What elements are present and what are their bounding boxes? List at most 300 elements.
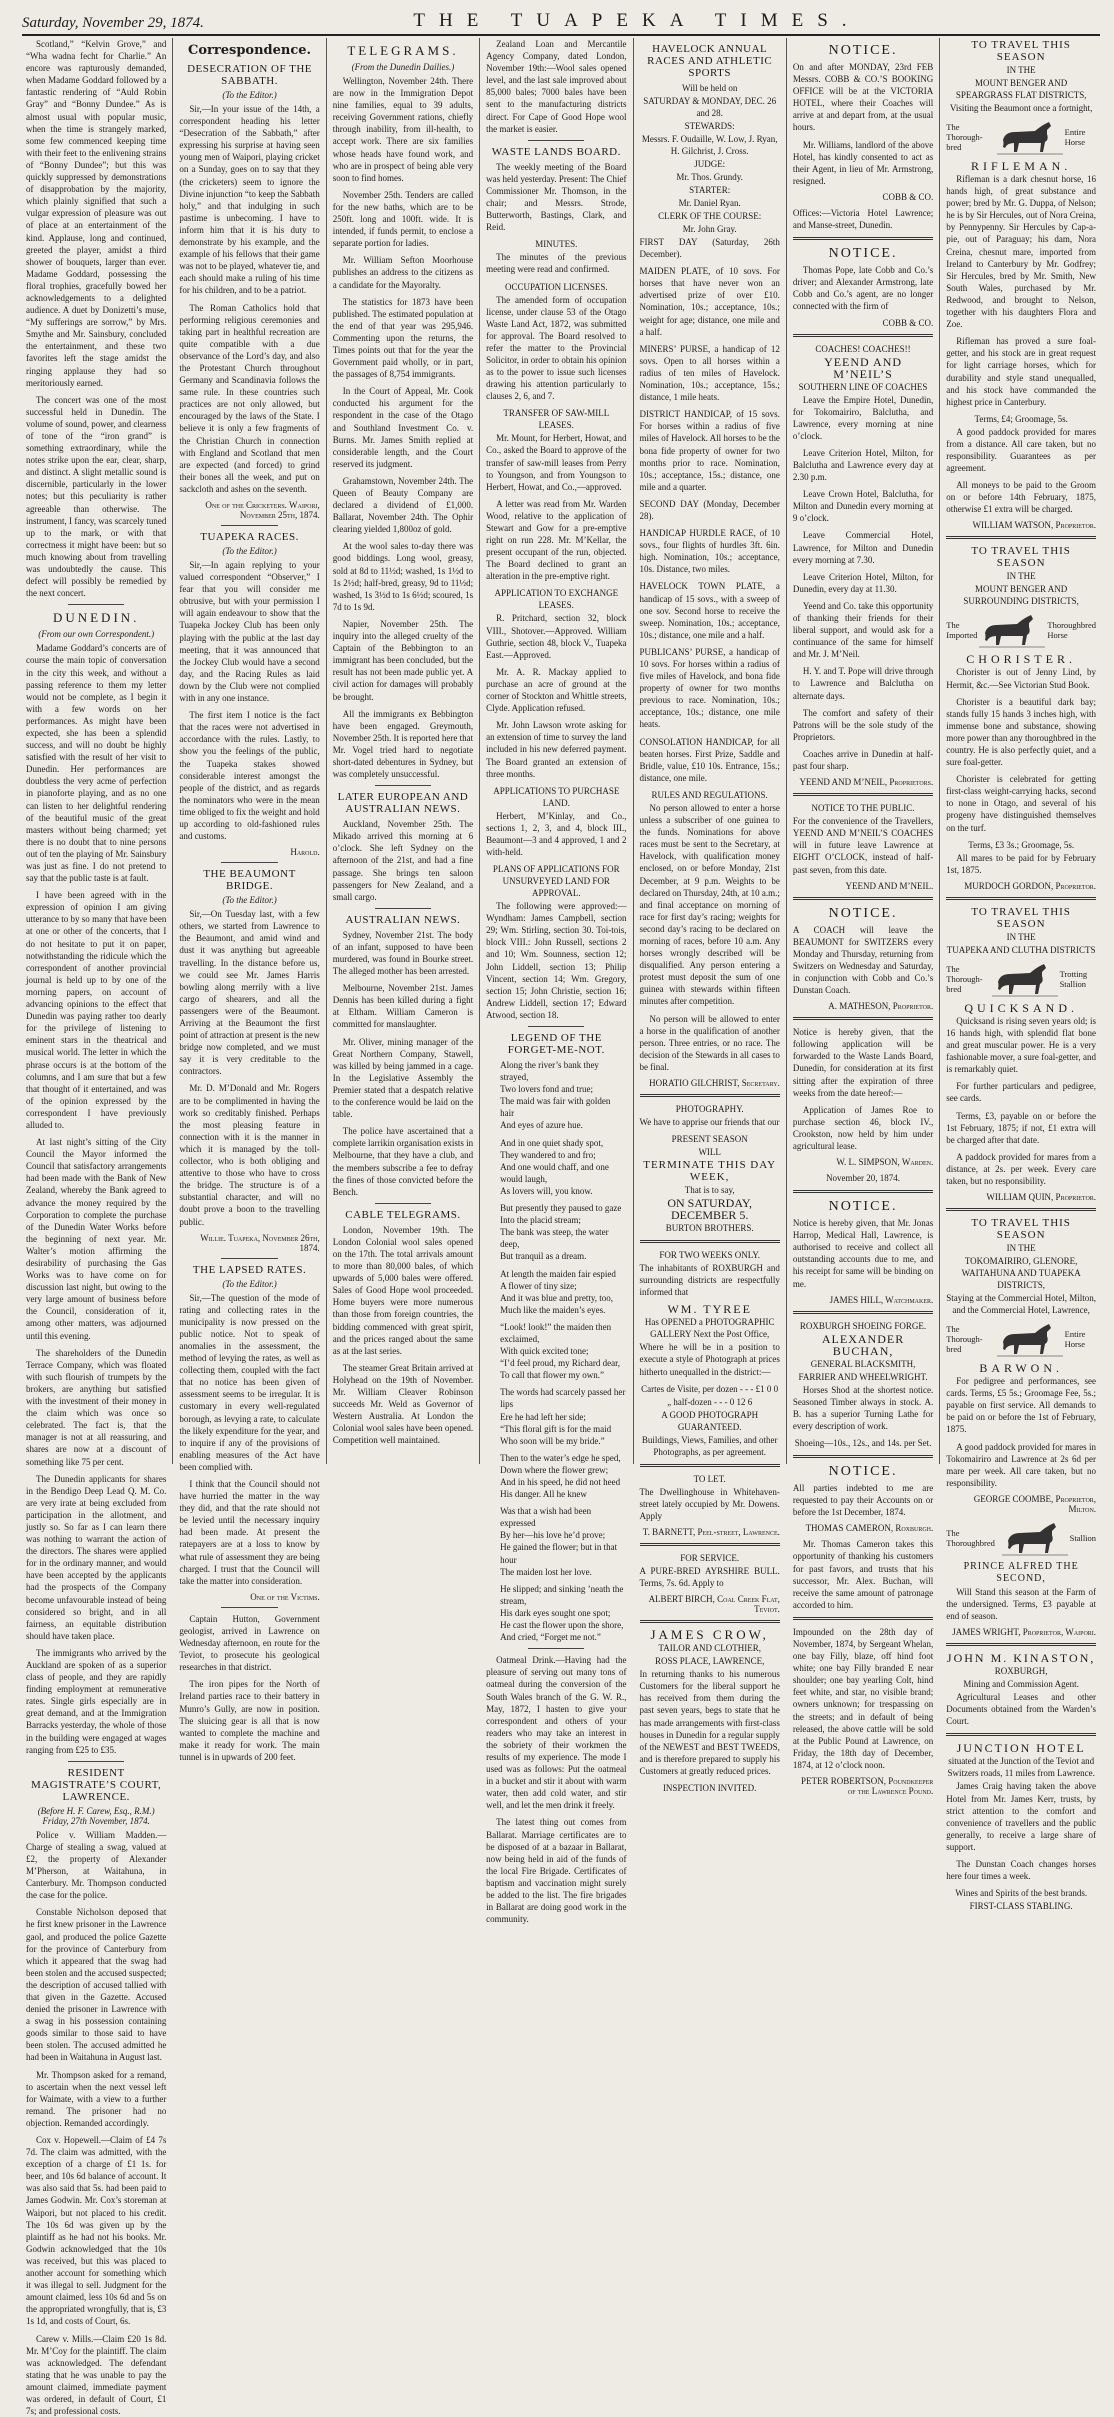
ad-line: INSPECTION INVITED. <box>640 1782 780 1794</box>
article-paragraph: Sir,—In again replying to your valued correspondent “Observer,” I fear that you will consider me obtrusive, but with your permission I will again endeavour to show that the Tuapeka Jockey Club has been only playing with the public at the last day meeting, that it was announced that the Jockey Club would have a second day, and the Racing Rules as laid down by the Club were not complied with in any one instance. <box>179 559 319 704</box>
ad-text: Leave Criterion Hotel, Milton, for Dunedin, every day at 11.30. <box>793 571 933 595</box>
notice-text: Impounded on the 28th day of November, 1874, by Sergeant Whelan, one bay Filly, blaze, off hind foot white; one bay Filly branded E near shoulder; one bay yearling Colt, hind feet white, and star, no visible brand; owners unknown; for trespassing on the streets; and in default of being released, the above cattle will be sold at the Public Pound at Lawrence, on Friday, the 18th day of December, 1874, at 12 o’clock noon. <box>793 1626 933 1771</box>
horse-ad-row <box>946 611 1096 649</box>
poem-stanza: But presently they paused to gaze Into the placid stream; The bank was steep, the water deep, But tranquil as a dream. <box>500 1202 626 1262</box>
notice-text: On and after MONDAY, 23rd FEB Messrs. COBB & CO.’S BOOKING OFFICE will be at the VICTORIA HOTEL, where their Coaches will arrive at and depart from, at the usual hours. <box>793 61 933 134</box>
notice-text: Offices:—Victoria Hotel Lawrence; and Manse-street, Dunedin. <box>793 207 933 231</box>
ad-divider <box>640 1094 780 1097</box>
notice-text: Mr. Thomas Cameron takes this opportunity of thanking his customers for past favors, and trusts that his successor, Mr. Alex. Buchan, will receive the same amount of patronage accorded to him. <box>793 1538 933 1611</box>
notice-signature: W. L. SIMPSON, Warden. <box>793 1157 933 1167</box>
article-paragraph: I have been agreed with in the expression of opinion I am giving utterance to by so many that have been at one or other of the concerts, that I do not hesitate to put it on paper, notwithstanding the ridicule which the correspondent of another provincial journal is held up to by one of the morning papers, on account of advancing opinions to the effect that Dunedin was paying rather too dearly for the privilege of listening to eminent stars in the theatrical and musical world. The letter in which the phrase occurs is at the bottom of the columns, and I am sure that but a few that thought of it entertained, and was of the opinion expressed by the correspondent I have previously alluded to. <box>26 889 166 1131</box>
article-paragraph: Mr. John Lawson wrote asking for an extension of time to survey the land included in his new deferred payment. The Board granted an extension of three months. <box>486 719 626 779</box>
notice-text: All parties indebted to me are requested to pay their Accounts on or before the 1st December, 1874. <box>793 1482 933 1518</box>
ad-heading: COACHES! COACHES!! <box>793 343 933 355</box>
horse-ad-row <box>946 1519 1096 1557</box>
ad-text: A good paddock provided for mares from a distance. All care taken, but no responsibility. Guarantees as per agreement. <box>946 426 1096 474</box>
notice-heading: NOTICE. <box>793 1464 933 1480</box>
ad-divider <box>640 1620 780 1623</box>
notice-text: Mr. Williams, landlord of the above Hotel, has kindly consented to act as their Agent, in lieu of Mr. Armstrong, resigned. <box>793 139 933 187</box>
ad-text: We have to apprise our friends that our <box>640 1116 780 1128</box>
horse-engraving-icon <box>995 118 1065 156</box>
ad-divider <box>640 1464 780 1467</box>
notice-heading: NOTICE. <box>793 906 933 922</box>
article-paragraph: Sir,—The question of the mode of rating and collecting rates in the municipality is now pressed on the public notice. Not to speak of anomalies in the assessment, the method of levying the rates, as well as collecting them, coupled with the fact that no notice has been given of assessment seems to be irregular. It is customary in every well-regulated borough, as levying a rate, to calculate the likely expenditure for the year, and to inquire if any of the provisions of enabling measures of the Act have been complied with. <box>179 1292 319 1473</box>
ad-label: The Thorough-bred <box>946 964 989 994</box>
notice-signature: A. MATHESON, Proprietor. <box>793 1001 933 1011</box>
ad-line: PRESENT SEASON <box>640 1133 780 1145</box>
article-heading: DESECRATION OF THE SABBATH. <box>179 63 319 87</box>
article-subheading: (To the Editor.) <box>179 546 319 556</box>
ad-signature: T. BARNETT, Peel-street, Lawrence. <box>640 1527 780 1537</box>
notice-signature: JAMES HILL, Watchmaker. <box>793 1295 933 1305</box>
notice-heading: NOTICE. <box>793 1199 933 1215</box>
article-paragraph: Mr. Mount, for Herbert, Howat, and Co., asked the Board to approve of the transfer of saw-mill leases from Perry to Youngson, and from Youngson to Herbert, Howat, and Co.,—approved. <box>486 432 626 492</box>
article-paragraph: The following were approved:—Wyndham: James Campbell, section 29; Wm. Stirling, section 30. Toi-tois, block VIII.: John Russell, sections 2 and 10; Wm. Sounness, section 12; John Liddell, section 13; Philip Vincent, section 14; Wm. Gregory, section 15; John Christie, section 16; Andrew Liddell, section 17; Edward Atwood, section 18. <box>486 900 626 1021</box>
ad-line: GENERAL BLACKSMITH, <box>793 1358 933 1370</box>
ad-signature: YEEND AND M’NEIL, Proprietors. <box>793 777 933 787</box>
divider <box>221 1607 277 1608</box>
article-paragraph: Mr. A. R. Mackay applied to purchase an acre of ground at the corner of Stockton and Whittle streets, Clyde. Application refused. <box>486 666 626 714</box>
ad-line: Messrs. F. Oudaille, W. Low, J. Ryan, H. Gilchrist, J. Cross. <box>640 133 780 157</box>
article-heading: THE LAPSED RATES. <box>179 1264 319 1276</box>
ad-signature: YEEND AND M’NEIL. <box>793 881 933 891</box>
ad-label: The Thorough-bred <box>946 122 994 152</box>
horse-name: PRINCE ALFRED THE SECOND, <box>946 1561 1096 1585</box>
ad-text: The inhabitants of ROXBURGH and surrounding districts are respectfully informed that <box>640 1262 780 1298</box>
poem-stanza: Along the river’s bank they strayed, Two lovers fond and true; The maid was fair with golden hair And eyes of azure hue. <box>500 1059 626 1132</box>
section-heading: RESIDENT MAGISTRATE’S COURT, LAWRENCE. <box>26 1767 166 1803</box>
section-heading: CABLE TELEGRAMS. <box>333 1209 473 1221</box>
ad-line: Mr. Thos. Grundy. <box>640 171 780 183</box>
article-paragraph: The shareholders of the Dunedin Terrace Company, which was floated with such flourish of trumpets by the brokers, are anything but satisfied with the investment of their money in the claim which was once so celebrated. The fact is, that the manager is not at all reassuring, and shares are now at a discount of something like 75 per cent. <box>26 1347 166 1468</box>
ad-line: That is to say, <box>640 1184 780 1196</box>
ad-line: TUAPEKA AND CLUTHA DISTRICTS <box>946 944 1096 956</box>
ad-terms: Terms, £4; Groomage, 5s. <box>946 413 1096 425</box>
ad-label: Entire Horse <box>1065 1329 1096 1349</box>
signature: One of the Cricketers. Waipori, November 25th, 1874. <box>179 500 319 520</box>
signature: One of the Victims. <box>179 1592 319 1602</box>
ad-line: Visiting the Beaumont once a fortnight, <box>946 102 1096 114</box>
ad-line: Wines and Spirits of the best brands. <box>946 1887 1096 1899</box>
article-paragraph: The weekly meeting of the Board was held yesterday. Present: The Chief Commissioner Mr. Thomson, in the chair; and Messrs. Strode, Butterworth, Bastings, Clark, and Reid. <box>486 161 626 234</box>
ad-divider <box>793 897 933 900</box>
ad-text: Rifleman is a dark chesnut horse, 16 hands high, of great substance and power; bred by Mr. G. Duppa, of Nelson; he is by Sir Hercules, out of Nora Creina, by Pennypenny. Sir Hercules by Cap-a-pie, out of Paraguay; his dam, Nora Creina, chesnut mare, imported from Ireland to Canterbury by Mr. Godfrey; Sir Hercules, bred by Mr. Smith, New South Wales, purchased by Mr. Redwood, and brought to Nelson, together with his daughters Flora and Zoe. <box>946 173 1096 330</box>
article-paragraph: Mr. Thompson asked for a remand, to ascertain when the next vessel left for Waimate, with a view to a further remand. The prisoner had no objection. Remanded accordingly. <box>26 2069 166 2129</box>
horse-name: RIFLEMAN. <box>946 160 1096 172</box>
ad-line: MOUNT BENGER AND SPEARGRASS FLAT DISTRICTS, <box>946 77 1096 101</box>
section-heading: DUNEDIN. <box>26 610 166 626</box>
ad-text: Coaches arrive in Dunedin at half-past four sharp. <box>793 748 933 772</box>
article-paragraph: Police v. William Madden.—Charge of stealing a swag, valued at £2, the property of Alexander M’Pherson, at Waitahuna, in Canterbury. Mr. Thompson conducted the case for the police. <box>26 1829 166 1902</box>
horse-ad-row <box>946 960 1096 998</box>
ad-divider <box>640 1543 780 1546</box>
article-paragraph: The steamer Great Britain arrived at Holyhead on the 19th of November. Mr. William Cleaver Robinson succeeds Mr. Weld as Governor of Western Australia. At London the Colonial wool sales have been opened. Competition well maintained. <box>333 1362 473 1447</box>
divider <box>528 1648 584 1649</box>
ad-divider <box>946 1733 1096 1736</box>
article-heading: TUAPEKA RACES. <box>179 531 319 543</box>
ad-text: Leave Crown Hotel, Balclutha, for Milton and Dunedin every morning at 9 o’clock. <box>793 488 933 524</box>
ad-signature: WILLIAM QUIN, Proprietor. <box>946 1192 1096 1202</box>
article-paragraph: Cox v. Hopewell.—Claim of £4 7s 7d. The claim was admitted, with the exception of a charge of £1 1s. for beer, and 10s 6d balance of account. It was also said that 5s. had been paid to James Godwin. Mr. Cox’s storeman at Waipori, but not placed to his credit. The 10s 6d was given up by the plaintiff as he had not his books. Mr. Godwin acknowledged that the 10s was received, but this was placed to another account for something which it was illegal to sell. Judgment for the amount claimed, less 10s 6d and 5s on the appropriated wrongfully, that is, £3 1s 1d, and costs of Court, 6s. <box>26 2134 166 2328</box>
notice-date: November 20, 1874. <box>793 1172 933 1184</box>
ad-heading: ROXBURGH SHOEING FORGE. <box>793 1320 933 1332</box>
article-paragraph: The immigrants who arrived by the Auckland are spoken of as a superior class of people, and they are rapidly finding employment at remunerative rates. Single girls especially are in great demand, and at the Immigration Barracks yesterday, the whole of those in the building were engaged at wages ranging from £25 to £35. <box>26 1647 166 1756</box>
article-paragraph: Sir,—On Tuesday last, with a few others, we started from Lawrence to the Beaumont, and amid wind and dust it was anything but agreeable travelling. In the distance before us, we could see Mr. James Harris bowling along merrily with a live cargo of shearers, and all the passengers were of the Beaumont. Arriving at the Beaumont the first point of attraction at present is the new bridge now completed, and we must say it is very creditable to the contractors. <box>179 908 319 1077</box>
ad-text: No person allowed to enter a horse unless a subscriber of one guinea to the funds. Nominations for above races must be sent to the Secretary, at Havelock, with qualification money enclosed, on or before Monday, 21st December, at 9 p.m. Weights to be declared on Thursday, 24th, at 10 a.m.; and final acceptance on morning of race for first day’s racing; weights for second day’s racing to be declared on morning of races, before 10 a.m. Any horses wrongly described will be disqualified. Any person entering a protest must deposit the sum of one guinea with stewards within fifteen minutes after competition. <box>640 802 780 1008</box>
horse-engraving-icon <box>1000 1519 1070 1557</box>
divider <box>221 1258 277 1259</box>
ad-line: A GOOD PHOTOGRAPH GUARANTEED. <box>640 1409 780 1433</box>
article-paragraph: Mr. Oliver, mining manager of the Great Northern Company, Stawell, was killed by being jammed in a cage. In the Legislative Assembly the Premier stated that a despatch relative to the conference would be laid on the table. <box>333 1036 473 1121</box>
column-4 <box>480 38 633 1464</box>
ad-label: RULES AND REGULATIONS. <box>640 789 780 801</box>
ad-terms: Terms, £3 3s.; Groomage, 5s. <box>946 839 1096 851</box>
column-3 <box>327 38 480 1464</box>
horse-ad-row <box>946 118 1096 156</box>
article-paragraph: Napier, November 25th. The inquiry into the alleged cruelty of the Captain of the Bebbington to an immigrant has been concluded, but the result has not been made public yet. A civil action for damages will probably be brought. <box>333 618 473 703</box>
notice-text: Notice is hereby given, that the following application will be forwarded to the Waste Lands Board, Dunedin, for consideration at its first sitting after the expiration of three weeks from the date hereof:— <box>793 1026 933 1099</box>
ad-line: WM. TYREE <box>640 1303 780 1315</box>
poem-title: LEGEND OF THE FORGET-ME-NOT. <box>486 1032 626 1056</box>
race-entry: HANDICAP HURDLE RACE, of 10 sovs., four flights of hurdles 3ft. 6in. high. Nomination, 10s.; acceptance, 10s. Distance, two miles. <box>640 527 780 575</box>
ad-line: YEEND AND M’NEIL’S <box>793 356 933 380</box>
article-paragraph: The statistics for 1873 have been published. The estimated population at the end of that year was 295,946. Commenting upon the returns, the Times points out that for the year the Government paid wholly, or in part, the passages of 8,754 immigrants. <box>333 296 473 381</box>
issue-date: Saturday, November 29, 1874. <box>22 15 204 32</box>
ad-line: WILL <box>640 1146 780 1158</box>
notice-signature: COBB & CO. <box>793 192 933 202</box>
section-heading: WASTE LANDS BOARD. <box>486 146 626 158</box>
ad-signature: WILLIAM WATSON, Proprietor. <box>946 520 1096 530</box>
ad-line: Mr. John Gray. <box>640 223 780 235</box>
ad-text: All mares to be paid for by February 1st, 1875. <box>946 852 1096 876</box>
article-paragraph: Auckland, November 25th. The Mikado arrived this morning at 6 o’clock. She left Sydney on the afternoon of the 21st, and had a fine passage. She brings ten saloon passengers for New Zealand, and a small cargo. <box>333 818 473 903</box>
article-paragraph: Madame Goddard’s concerts are of course the main topic of conversation in the city this week, and without a passing reference to them my letter would not be complete, as I begin it with a few words on her performances. As might have been expected, she has been a splendid success, and will no doubt be highly satisfied with the result of her visit to Dunedin. Her performances are doubtless the very acme of perfection in pianoforte playing, and as no one can listen to her delightful rendering of the beautiful music of the great masters without being charmed; yet there is no doubt that to nine persons out of ten the playing of Mr. Sainsbury was just as fine. I do not pretend to say that the public taste is at fault. <box>26 642 166 884</box>
article-paragraph: Melbourne, November 21st. James Dennis has been killed during a fight at Eltham. William Cameron is committed for manslaughter. <box>333 982 473 1030</box>
article-subheading: (To the Editor.) <box>179 895 319 905</box>
ad-text: For further particulars and pedigree, see cards. <box>946 1080 1096 1104</box>
signature: Willie. Tuapeka, November 26th, 1874. <box>179 1233 319 1253</box>
horse-engraving-icon <box>990 960 1060 998</box>
race-entry: MAIDEN PLATE, of 10 sovs. For horses that have never won an advertised prize of over £10. Nomination, 10s.; acceptance, 10s.; weight for age; distance, one mile and a half. <box>640 265 780 338</box>
ad-label: The Thorough-bred <box>946 1324 994 1354</box>
column-1 <box>20 38 173 1464</box>
columns <box>20 38 1102 1464</box>
notice-heading: NOTICE. <box>793 246 933 262</box>
ad-text: Will Stand this season at the Farm of the undersigned. Terms, £3 payable at end of season. <box>946 1586 1096 1622</box>
ad-line: TERMINATE THIS DAY WEEK, <box>640 1159 780 1183</box>
ad-heading: JUNCTION HOTEL <box>946 1742 1096 1754</box>
ad-line: Will be held on <box>640 82 780 94</box>
ad-text: H. Y. and T. Pope will drive through to Lawrence and Balclutha on alternate days. <box>793 665 933 701</box>
article-paragraph: The amended form of occupation license, under clause 53 of the Otago Waste Land Act, 1872, was submitted for approval. The Board resolved to refer the matter to the Provincial Solicitor, in order to obtain his opinion as to the power to issue such licenses drawing his attention particularly to clauses 2, 6, and 7. <box>486 294 626 403</box>
article-paragraph: At the wool sales to-day there was good biddings. Long wool, greasy, sold at 8d to 11½d; washed, 1s 1½d to 1s 2½d; half-bred, greasy, 9d to 11½d; washed, 1s 3½d to 1s 6½d; scoured, 1s 7d to 1s 9d. <box>333 540 473 613</box>
race-day: FIRST DAY (Saturday, 26th December). <box>640 236 780 260</box>
ad-text: Agricultural Leases and other Documents obtained from the Warden’s Court. <box>946 1691 1096 1727</box>
ad-label: Trotting Stallion <box>1060 969 1096 989</box>
notice-heading: NOTICE. <box>793 43 933 59</box>
subheading: MINUTES. <box>486 238 626 250</box>
article-paragraph: Scotland,” “Kelvin Grove,” and “Wha wadna fecht for Charlie.” An encore was rapturously demanded, when Madame Goddard followed by a fantastic rendering of “Auld Robin Gray” and “Bonny Dundee.” As is almost usual with popular music, when the time is strangely marked, some few commenced keeping time with their feet to the enlivening strains of “Bonny Dundee”; but this was quickly suppressed by demonstrations of disapprobation by the majority, which plainly signified that such a vulgar expression of pleasure was out of place at an entertainment of the kind. Applause, long and continued, greeted the player, amidst a third shower of bouquets, larger than ever. Madame Goddard, possessing the floral trophies, gracefully bowed her acknowledgements to a delighted audience. A duet by Donizetti’s muse, “My sufferings are sorrow,” by Mrs. Smythe and Mr. Sainsbury, concluded the entertainment, and these two favorites left the stage amidst the ringing applause they had so meritoriously earned. <box>26 38 166 389</box>
poem-stanza: And in one quiet shady spot, They wandered to and fro; And one would chaff, and one would laugh, As lovers will, you know. <box>500 1137 626 1197</box>
ad-text: James Craig having taken the above Hotel from Mr. James Kerr, trusts, by strict attention to the comfort and convenience of travellers and the public generally, to receive a large share of support. <box>946 1780 1096 1853</box>
section-heading: AUSTRALIAN NEWS. <box>333 914 473 926</box>
divider <box>221 862 277 863</box>
ad-divider <box>793 237 933 240</box>
poem-stanza: The words had scarcely passed her lips Ere he had left her side; “This floral gift is for the maid Who soon will be my bride.” <box>500 1386 626 1446</box>
race-day: SECOND DAY (Monday, December 28). <box>640 498 780 522</box>
ad-signature: ALBERT BIRCH, Coal Creek Flat, Teviot. <box>640 1594 780 1614</box>
notice-text: Notice is hereby given, that Mr. Jonas Harrop, Medical Hall, Lawrence, is authorised to receive and collect all outstanding accounts due to me, and his receipt for same will be binding on me. <box>793 1217 933 1290</box>
horse-ad-row <box>946 1320 1096 1358</box>
ad-text: Rifleman has proved a sure foal-getter, and his stock are in great request for light carriage horses, which for durability and style stand unequalled, and his stock have commanded the highest price in Canterbury. <box>946 335 1096 408</box>
ad-heading: TO TRAVEL THIS SEASON <box>946 39 1096 63</box>
ad-divider <box>640 1240 780 1243</box>
ad-line: IN THE <box>946 570 1096 582</box>
article-subheading: (To the Editor.) <box>179 90 319 100</box>
race-entry: PUBLICANS’ PURSE, a handicap of 10 sovs. For horses within a radius of five miles of Havelock, and bona fide property of owner for two months previous to race. Nomination, 10s.; acceptance, 10s.; distance, one mile heats. <box>640 646 780 731</box>
subheading: APPLICATION TO EXCHANGE LEASES. <box>486 587 626 611</box>
ad-line: ROSS PLACE, LAWRENCE, <box>640 1655 780 1667</box>
subheading: TRANSFER OF SAW-MILL LEASES. <box>486 407 626 431</box>
ad-text: For the convenience of the Travellers, YEEND AND M’NEIL’S COACHES will in future leave Lawrence at EIGHT O’CLOCK, instead of half-past seven, from this date. <box>793 815 933 875</box>
ad-text: Horses Shod at the shortest notice. Seasoned Timber always in stock. A. B. has a superior Turning Lathe for every description of work. <box>793 1384 933 1432</box>
article-subheading: (To the Editor.) <box>179 1279 319 1289</box>
article-paragraph: London, November 19th. The London Colonial wool sales opened on the 17th. The total arrivals amount to more than 80,000 bales, of which upwards of 5,000 bales were offered. Sales of Good Hope wool proceeded. Home buyers were more numerous than those from foreign countries, the bidding commenced with great spirit, and the prices ranged about the same as at the last series. <box>333 1224 473 1357</box>
horse-name: BARWON. <box>946 1362 1096 1374</box>
ad-label: Stallion <box>1070 1533 1096 1543</box>
news-item: The iron pipes for the North of Ireland parties race to their battery in Munro’s Gully, are now in position. The sluicing gear is all that is now wanted to complete the machine and make it ready for work. The main tunnel is in upwards of 200 feet. <box>179 1678 319 1763</box>
notice-signature: COBB & CO. <box>793 318 933 328</box>
ad-text: A paddock provided for mares from a distance, at 2s. per week. Every care taken, but no responsibility. <box>946 1151 1096 1187</box>
divider <box>68 604 124 605</box>
article-paragraph: The Dunedin applicants for shares in the Bendigo Deep Lead Q. M. Co. are very irate at being excluded from participation in the allotment, and justly so. So far as I can learn there was nothing to warrant the action of the directors. The shares were applied for in the ordinary manner, and would have been accepted by the applicants had the prospects of the Company become unfavourable instead of being considered so bright, and in all fairness, an equitable distribution should have taken place. <box>26 1473 166 1642</box>
ad-line: Mr. Daniel Ryan. <box>640 197 780 209</box>
ad-text: Leave the Empire Hotel, Dunedin, for Tokomairiro, Balclutha, and Lawrence, every morning at nine o’clock. <box>793 394 933 442</box>
ad-text: No person will be allowed to enter a horse in the qualification of another person. Three entries, or no race. The decision of the Stewards in all cases to be final. <box>640 1013 780 1073</box>
article-paragraph: The Roman Catholics hold that performing religious ceremonies and taking part in healthful recreation are quite compatible with a due observance of the Lord’s day, and also the Protestant Church throughout Germany and Scandinavia follows the same rule. In these countries such practices are not only allowed, but encouraged by the laws of the State. I believe it is only a few fragments of the Christian Church in connection with England and Scotland that men are expected (and forced) to grind their bones all the week, and put on sackcloth and ashes on the seventh. <box>179 302 319 496</box>
ad-text: In returning thanks to his numerous Customers for the liberal support he has received from them during the past seven years, begs to state that he has made arrangements with first-class houses in Dunedin for a regular supply of the NEWEST and BEST TWEEDS, and is therefore prepared to supply his Customers at greatly reduced prices. <box>640 1668 780 1777</box>
ad-heading: FOR SERVICE. <box>640 1552 780 1564</box>
ad-line: ALEXANDER BUCHAN, <box>793 1333 933 1357</box>
ad-divider <box>946 1643 1096 1646</box>
divider <box>375 908 431 909</box>
article-paragraph: Sydney, November 21st. The body of an infant, supposed to have been murdered, was found in Bourke street. The alleged mother has been arrested. <box>333 929 473 977</box>
ad-signature: JAMES WRIGHT, Proprietor, Waipori. <box>946 1627 1096 1637</box>
ad-divider <box>793 1311 933 1314</box>
poem-stanza: At length the maiden fair espied A flower of tiny size; And it was blue and pretty, too, Much like the maiden’s eyes. <box>500 1268 626 1316</box>
ad-divider <box>793 1017 933 1020</box>
ad-line: ROXBURGH, <box>946 1665 1096 1677</box>
article-paragraph: The minutes of the previous meeting were read and confirmed. <box>486 251 626 275</box>
ad-line: SATURDAY & MONDAY, DEC. 26 and 28. <box>640 95 780 119</box>
poem-stanza: Was that a wish had been expressed By her—his love he’d prove; He gained the flower; but in that hour The maiden lost her love. <box>500 1505 626 1578</box>
article-paragraph: Constable Nicholson deposed that he first knew prisoner in the Lawrence gaol, and produced the police Gazette for the province of Canterbury from which it appeared that the swag had been stolen and the accused suspected; the description of accused tallied with that given in the Gazette. Accused denied the prisoner in Lawrence with a swag in his possession containing goods similar to those said to have been stolen. The accused admitted he had been in Waitahuna in August last. <box>26 1906 166 2063</box>
ad-label: STARTER: <box>640 184 780 196</box>
ad-divider <box>946 897 1096 900</box>
ad-line: SOUTHERN LINE OF COACHES <box>793 381 933 393</box>
section-subheading: (From our own Correspondent.) <box>26 629 166 639</box>
section-heading: LATER EUROPEAN AND AUSTRALIAN NEWS. <box>333 791 473 815</box>
ad-text: For pedigree and performances, see cards. Terms, £5 5s.; Groomage Fee, 5s.; payable on first service. All demands to be paid on or before the 1st of February, 1875. <box>946 1375 1096 1435</box>
ad-price-line: Cartes de Visite, per dozen - - - £1 0 0 <box>640 1383 780 1395</box>
ad-text: A PURE-BRED AYRSHIRE BULL. Terms, 7s. 6d. Apply to <box>640 1565 780 1589</box>
ad-divider <box>793 1455 933 1458</box>
ad-text: Chorister is a beautiful dark bay; stands fully 15 hands 3 inches high, with immense bone and substance, showing more power than any thoroughbred in the country. He is also perfectly quiet, and a sure foal-getter. <box>946 696 1096 769</box>
article-paragraph: A letter was read from Mr. Warden Wood, relative to the application of Stewart and Gow for a pre-emptive right on run 228. Mr. M’Kellar, the present occupant of the run, objected. The Board declined to grant an alteration in the pre-emptive right. <box>486 498 626 583</box>
article-paragraph: Herbert, M’Kinlay, and Co., sections 1, 2, 3, and 4, block III., Beaumont—3 and 4 approved, 1 and 2 with-held. <box>486 810 626 858</box>
news-item: Captain Hutton, Government geologist, arrived in Lawrence on Wednesday afternoon, en route for the Teviot, to prosecute his geological researches in that district. <box>179 1613 319 1673</box>
ad-line: Has OPENED a PHOTOGRAPHIC GALLERY Next the Post Office, <box>640 1316 780 1340</box>
ad-signature: BURTON BROTHERS. <box>640 1222 780 1234</box>
article-paragraph: The latest thing out comes from Ballarat. Marriage certificates are to be disposed of at a bazaar in Ballarat, now being held in aid of the funds of the local Fire Brigade. Certificates of baptism and vaccination might surely be added to the list. The fire brigades in Ballarat are doing good work in the community. <box>486 1816 626 1925</box>
ad-divider <box>793 793 933 796</box>
race-entry: CONSOLATION HANDICAP, for all beaten horses. First Prize, Saddle and Bridle, value, £10 10s. Entrance, 15s.; distance, one mile. <box>640 736 780 784</box>
race-entry: DISTRICT HANDICAP, of 15 sovs. For horses within a radius of five miles of Havelock. All horses to be the bona fide property of owner for two months prior to race. Nomination, 10s.; acceptance, 15s.; distance, one mile and a quarter. <box>640 408 780 493</box>
ad-line: Shoeing—10s., 12s., and 14s. per Set. <box>793 1437 933 1449</box>
newspaper-title: THE TUAPEKA TIMES. <box>413 10 860 32</box>
ad-text: The Dunstan Coach changes horses here four times a week. <box>946 1858 1096 1882</box>
ad-divider <box>946 1208 1096 1211</box>
ad-signature: HORATIO GILCHRIST, Secretary. <box>640 1078 780 1088</box>
ad-line: ON SATURDAY, DECEMBER 5. <box>640 1197 780 1221</box>
article-paragraph: I think that the Council should not have hurried the matter in the way they did, and that the rate should not be levied until the necessary inquiry had been made. At present the ratepayers are at a loss to know by what rule of assessment they are being charged. I trust that the Council will take the matter into consideration. <box>179 1478 319 1587</box>
ad-line: MOUNT BENGER AND SURROUNDING DISTRICTS, <box>946 583 1096 607</box>
article-paragraph: Oatmeal Drink.—Having had the pleasure of serving out many tons of oatmeal during the conversion of the South Wales branch of the G. W. R., May, 1872, I hasten to give your correspondent and others of your readers who may take an interest in the sobriety of their workmen the results of my experience. The mode I used was as follows: Put the oatmeal in a bucket and stir it about with warm water, then add cold water, and stir well, and let the men drink it freely. <box>486 1654 626 1811</box>
article-paragraph: Grahamstown, November 24th. The Queen of Beauty Company are declared a dividend of £1,000. Ballarat, November 24th. The Ophir clearing yielded 1,800oz of gold. <box>333 475 473 535</box>
article-paragraph: November 25th. Tenders are called for the new baths, which are to be 250ft. long and 100ft. wide. It is intended, if funds permit, to enclose a separate portion for ladies. <box>333 189 473 249</box>
ad-heading: TO TRAVEL THIS SEASON <box>946 545 1096 569</box>
ad-divider <box>946 536 1096 539</box>
article-paragraph: At last night’s sitting of the City Council the Mayor informed the Council that satisfactory arrangements had been made with the Bank of New Zealand, whereby the Bank agreed to advance the money required by the Corporation to complete the purchase of the Dunedin Water Works before the beginning of next year. Mr. Walter’s motion affirming the desirability of purchasing the Gas Works was to have come on for discussion last night, but owing to the very large amount of business before the Council, consideration of it, among other matters, was adjourned until this evening. <box>26 1136 166 1342</box>
article-paragraph: Sir,—In your issue of the 14th, a correspondent heading his letter “Desecration of the Sabbath,” after expressing his surprise at having seen young men of Waipori, playing cricket on a Sunday, goes on to say that they (the cricketers) seem to ignore the Divine injunction “to keep the Sabbath holy,” and that indulging in such pastime is unbecoming. I have to inform him that it is his duty to demonstrate by his example, and the example of his fellows that their game was not to be played, whatever tie, and each should make a ruling of his time for his children, and to be a patriot. <box>179 103 319 297</box>
ad-divider <box>793 1190 933 1193</box>
article-paragraph: All the immigrants ex Bebbington have been engaged. Greymouth, November 25th. It is reported here that Mr. Vogel tried hard to negotiate short-dated debentures in Sydney, but was completely unsuccessful. <box>333 708 473 781</box>
ad-heading: JAMES CROW, <box>640 1629 780 1641</box>
ad-label: The Imported <box>946 620 977 640</box>
ad-heading: TO TRAVEL THIS SEASON <box>946 1217 1096 1241</box>
ad-heading: JOHN M. KINASTON, <box>946 1652 1096 1664</box>
divider <box>528 140 584 141</box>
ad-text: The Dwellinghouse in Whitehaven-street lately occupied by Mr. Dowens. Apply <box>640 1486 780 1522</box>
ad-terms: Terms, £3, payable on or before the 1st February, 1875; if not, £1 extra will be charged after that date. <box>946 1110 1096 1146</box>
signature: Harold. <box>179 847 319 857</box>
ad-label: The Thoroughbred <box>946 1528 999 1548</box>
horse-name: CHORISTER. <box>946 653 1096 665</box>
divider <box>375 785 431 786</box>
ad-heading: PHOTOGRAPHY. <box>640 1103 780 1115</box>
article-heading: THE BEAUMONT BRIDGE. <box>179 868 319 892</box>
masthead <box>22 6 1100 36</box>
notice-signature: PETER ROBERTSON, Poundkeeper of the Lawrence Pound. <box>793 1776 933 1796</box>
ad-line: IN THE <box>946 931 1096 943</box>
divider <box>375 1203 431 1204</box>
article-paragraph: Mr. D. M’Donald and Mr. Rogers are to be complimented in having the work so creditably finished. Perhaps the most pleasing feature in connection with it is the manner in which it is managed by the toll-collector, who is both obliging and attentive to those who have to cross the bridge. The structure is of a substantial character, and will no doubt prove a boon to the travelling public. <box>179 1082 319 1227</box>
poem-stanza: “Look! look!” the maiden then exclaimed, With quick excited tone; “I’d feel proud, my Richard dear, To call that flower my own.” <box>500 1321 626 1381</box>
ad-heading: HAVELOCK ANNUAL RACES AND ATHLETIC SPORTS <box>640 43 780 79</box>
article-paragraph: The police have ascertained that a complete larrikin organisation exists in Melbourne, that they have a club, and the members subscribe a fee to defray the fines of those convicted before the Bench. <box>333 1125 473 1198</box>
ad-text: A good paddock provided for mares in Tokomairiro and Lawrence at 2s 6d per mare per week. All care taken, but no responsibility. <box>946 1441 1096 1489</box>
section-subheading: (Before H. F. Carew, Esq., R.M.) Friday, 27th November, 1874. <box>26 1806 166 1826</box>
column-6 <box>787 38 940 1464</box>
article-paragraph: Wellington, November 24th. There are now in the Immigration Depot nine families, equal to 39 adults, receiving Government rations, chiefly through inability, from ill-health, to accept work. There are six families whose heads have found work, and who are in prospect of being able very soon to find homes. <box>333 75 473 184</box>
ad-line: FARRIER AND WHEELWRIGHT. <box>793 1371 933 1383</box>
ad-label: Thoroughbred Horse <box>1047 620 1096 640</box>
race-entry: HAVELOCK TOWN PLATE, a handicap of 15 sovs., with a sweep of one sov. Second horse to receive the sweep. Nomination, 10s.; acceptance, 10s.; distance, one mile and a half. <box>640 580 780 640</box>
horse-name: QUICKSAND. <box>946 1002 1096 1014</box>
ad-heading: NOTICE TO THE PUBLIC. <box>793 802 933 814</box>
column-2 <box>173 38 326 1464</box>
notice-text: Thomas Pope, late Cobb and Co.’s driver; and Alexander Armstrong, late Cobb and Co.’s agent, are no longer connected with the firm of <box>793 264 933 312</box>
ad-line: TOKOMAIRIRO, GLENORE, WAITAHUNA AND TUAPEKA DISTRICTS, <box>946 1255 1096 1291</box>
ad-text: The comfort and safety of their Patrons will be the sole study of the Proprietors. <box>793 707 933 743</box>
ad-label: Entire Horse <box>1065 127 1096 147</box>
ad-label: JUDGE: <box>640 158 780 170</box>
poem-stanza: He slipped; and sinking ’neath the stream, His dark eyes sought one spot; He cast the flower upon the shore, And cried, “Forget me not.” <box>500 1583 626 1643</box>
ad-line: situated at the Junction of the Teviot and Switzers roads, 11 miles from Lawrence. <box>946 1755 1096 1779</box>
subheading: OCCUPATION LICENSES. <box>486 281 626 293</box>
divider <box>221 525 277 526</box>
ad-text: All moneys to be paid to the Groom on or before 14th February, 1875, otherwise £1 extra will be charged. <box>946 479 1096 515</box>
ad-line: IN THE <box>946 64 1096 76</box>
notice-text: A COACH will leave the BEAUMONT for SWITZERS every Monday and Thursday, returning from Switzers on Wednesday and Saturday, in conjunction with Cobb and Co.’s Dunstan Coach. <box>793 924 933 997</box>
article-paragraph: Mr. William Sefton Moorhouse publishes an address to the citizens as a candidate for the Mayoralty. <box>333 254 473 290</box>
horse-engraving-icon <box>995 1320 1065 1358</box>
ad-heading: FOR TWO WEEKS ONLY. <box>640 1249 780 1261</box>
article-paragraph: Zealand Loan and Mercantile Agency Company, dated London, November 19th:—Wool sales opened level, and the last sale improved about 85,000 bales; 7000 bales have been sent to the manufacturing districts direct. For Cape of Good Hope wool the market is easier. <box>486 38 626 135</box>
notice-text: Application of James Roe to purchase section 46, block IV., Crookston, now held by him under agricultural lease. <box>793 1104 933 1152</box>
ad-heading: TO LET. <box>640 1473 780 1485</box>
ad-line: IN THE <box>946 1242 1096 1254</box>
poem-stanza: Then to the water’s edge he sped, Down where the flower grew; And in his speed, he did not heed His danger. All he knew <box>500 1452 626 1500</box>
ad-price-line: „ half-dozen - - - 0 12 6 <box>640 1396 780 1408</box>
subheading: APPLICATIONS TO PURCHASE LAND. <box>486 785 626 809</box>
ad-text: Quicksand is rising seven years old; is 16 hands high, with splendid flat bone and great muscular power. He is a very fashionable mover, a sure foal-getter, and is remarkably quiet. <box>946 1015 1096 1075</box>
divider <box>528 1026 584 1027</box>
horse-engraving-icon <box>977 611 1047 649</box>
ad-divider <box>793 1617 933 1620</box>
ad-text: Chorister is out of Jenny Lind, by Hermit, &c.—See Victorian Stud Book. <box>946 666 1096 690</box>
ad-label: CLERK OF THE COURSE: <box>640 210 780 222</box>
ad-line: Mining and Commission Agent. <box>946 1678 1096 1690</box>
ad-text: Where he will be in a position to execute a style of Photograph at prices hitherto unequalled in the district:— <box>640 1341 780 1377</box>
ad-divider <box>793 334 933 337</box>
column-7 <box>940 38 1102 1464</box>
ad-line: FIRST-CLASS STABLING. <box>946 1900 1096 1912</box>
ad-line: Staying at the Commercial Hotel, Milton, and the Commercial Hotel, Lawrence, <box>946 1292 1096 1316</box>
section-heading: Correspondence. <box>179 43 319 58</box>
ad-heading: TO TRAVEL THIS SEASON <box>946 906 1096 930</box>
divider <box>68 1761 124 1762</box>
article-paragraph: In the Court of Appeal, Mr. Cook conducted his argument for the respondent in the case of the Otago and Southland Investment Co. v. Burns. Mr. James Smith replied at considerable length, and the Court reserved its judgment. <box>333 385 473 470</box>
section-heading: TELEGRAMS. <box>333 43 473 59</box>
ad-signature: GEORGE COOMBE, Proprietor, Milton. <box>946 1494 1096 1514</box>
article-paragraph: The concert was one of the most successful held in Dunedin. The volume of sound, power, and clearness of tone of the “iron grand” is something extraordinary, while the notes strike upon the ear, clear, sharp, and distinct. A slight metallic sound is discernible, particularly in the lower notes; but this peculiarity is rather agreeable than otherwise. The instrument, I fancy, was scarcely tuned up to the mark, or with that correctness it might have been: but so much knowing about from travelling was undoubtedly the cause. This defect will possibly be remedied by the next concert. <box>26 394 166 600</box>
column-5 <box>634 38 787 1464</box>
race-entry: MINERS’ PURSE, a handicap of 12 sovs. Open to all horses within a radius of ten miles of Havelock. Nomination, 10s.; acceptance, 15s.; distance, 1 mile heats. <box>640 343 780 403</box>
section-subheading: (From the Dunedin Dailies.) <box>333 62 473 72</box>
ad-line: TAILOR AND CLOTHIER, <box>640 1642 780 1654</box>
ad-text: Leave Commercial Hotel, Lawrence, for Milton and Dunedin every morning at 7.30. <box>793 529 933 565</box>
ad-text: Leave Criterion Hotel, Milton, for Balclutha and Lawrence every day at 2.30 p.m. <box>793 447 933 483</box>
ad-text: Yeend and Co. take this opportunity of thanking their friends for their liberal support, and would ask for a continuance of the same for himself and Mr. J. M’Neil. <box>793 600 933 660</box>
subheading: PLANS OF APPLICATIONS FOR UNSURVEYED LAND FOR APPROVAL. <box>486 863 626 899</box>
article-paragraph: R. Pritchard, section 32, block VIII., Shotover.—Approved. William Guthrie, section 48, block V., Tuapeka East.—Approved. <box>486 612 626 660</box>
ad-label: STEWARDS: <box>640 120 780 132</box>
article-paragraph: The first item I notice is the fact that the races were not advertised in accordance with the rules. Lastly, to show you the feelings of the public, the Tuapeka stakes showed considerable interest amongst the people of the district, and as regards the nominators who were in the mean time obliged to fix the weight and hold up according to old-fashioned rules and customs. <box>179 709 319 842</box>
ad-signature: MURDOCH GORDON, Proprietor. <box>946 881 1096 891</box>
notice-signature: THOMAS CAMERON, Roxburgh. <box>793 1523 933 1533</box>
ad-text: Chorister is celebrated for getting first-class weight-carrying hacks, second to none in Otago, and several of his progeny have distinguished themselves on the turf. <box>946 773 1096 833</box>
